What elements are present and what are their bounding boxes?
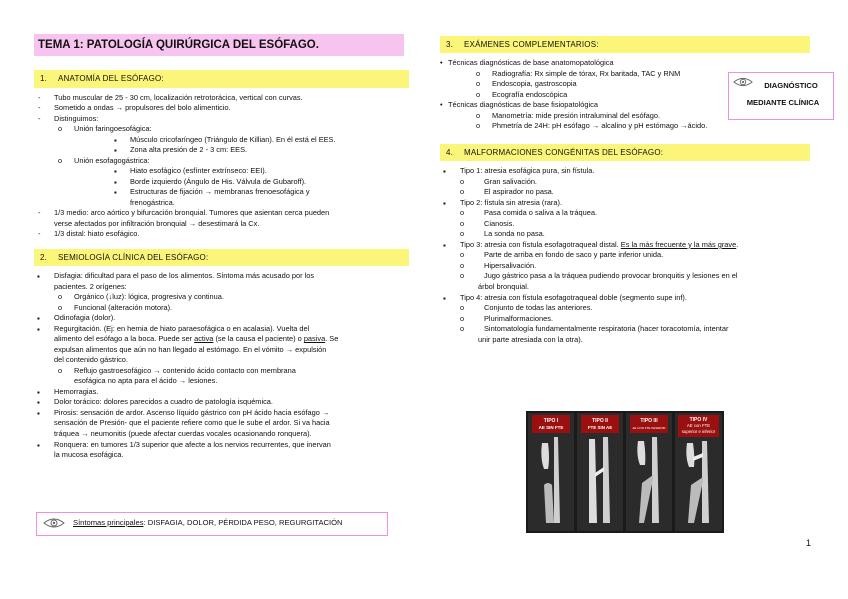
sintomas-label: Síntomas principales: [73, 518, 144, 527]
section-number: 1.: [40, 74, 48, 84]
list-item: - Sometido a ondas → propulsores del bolo alimenticio.: [34, 103, 409, 114]
figure-panel-1: [528, 413, 574, 531]
list-item: [440, 303, 810, 314]
section-examenes-heading: [440, 36, 810, 53]
list-item: [440, 271, 810, 282]
list-item: o Orgánico (↓luz): lógica, progresiva y continua.: [34, 292, 409, 303]
list-item: ▪ Borde izquierdo (Ángulo de His. Válvula de Gubaroff).: [34, 177, 409, 188]
figure-panel-3: [626, 413, 672, 531]
list-item: - 1/3 distal: hiato esofágico.: [34, 229, 409, 240]
text-run: Tipo 3: atresia con fístula esofagotraqueal distal.: [460, 239, 621, 249]
list-item-cont: del contenido gástrico.: [54, 355, 128, 365]
list-text: Hipersalivación.: [484, 260, 537, 270]
list-item: o Ecografía endoscópica: [440, 90, 810, 101]
list-item: o Unión esofagogástrica:: [34, 156, 409, 167]
list-item: ▪ Disfagia: dificultad para el paso de los alimentos. Síntoma más acusado por los: [34, 271, 409, 282]
list-item: • Técnicas diagnósticas de base fisiopatológica: [440, 100, 810, 111]
list-text: Sintomatología fundamentalmente respiratoria (hacer toracotomía, intentar: [484, 324, 729, 334]
list-text: La sonda no pasa.: [484, 229, 545, 239]
list-item: o Manometría: mide presión intraluminal del esófago.: [440, 111, 810, 122]
sintomas-principales-box: [36, 512, 388, 536]
eye-icon: [733, 76, 753, 88]
list-item-cont: expulsan alimentos que aún no han llegado al estómago. En el vómito → expulsión: [54, 344, 327, 354]
diagnostico-line1: DIAGNÓSTICO: [764, 81, 818, 90]
list-item: ▪ Hiato esofágico (esfínter extrínseco: EEI).: [34, 166, 409, 177]
list-item-cont: verse afectados por infiltración bronquial → desestimará la Cx.: [54, 218, 260, 228]
text-underlined: Es la más frecuente y la más grave: [620, 239, 737, 249]
list-text: Jugo gástrico pasa a la tráquea pudiendo provocar bronquitis y lesiones en el: [484, 271, 738, 281]
list-item: - Distinguimos:: [34, 114, 409, 125]
diagnostico-box: [728, 72, 834, 120]
list-item-cont: pacientes. 2 orígenes:: [54, 281, 127, 291]
list-item: [440, 187, 810, 198]
list-item: o Phmetría de 24H: pH esófago → alcalino y pH estómago →ácido.: [440, 121, 810, 132]
list-item: [440, 324, 810, 335]
list-item: ▪ Pirosis: sensación de ardor. Ascenso líquido gástrico con pH ácido hacia esófago →: [34, 408, 409, 419]
list-item-cont: tráquea → neumonitis (puede afectar cuerdas vocales ocasionando ronquera).: [54, 429, 312, 438]
list-item: ▪ Tipo 4: atresia con fístula esofagotraqueal doble (segmento supe inf).: [440, 293, 810, 304]
left-column: [34, 34, 409, 461]
list-item: • Técnicas diagnósticas de base anatomopatológica: [440, 58, 810, 69]
text-underlined: pasiva: [303, 334, 326, 344]
figure-label: AE SIN FTE: [538, 425, 564, 430]
text-run: (se la causa el paciente) o: [213, 334, 304, 344]
section-number: 4.: [446, 147, 454, 157]
malformation-types-figure: [526, 411, 724, 533]
figure-label: TIPO IV: [689, 417, 708, 423]
list-item: o Endoscopia, gastroscopia: [440, 79, 810, 90]
list-item: ▪ Estructuras de fijación → membranas frenoesofágica y: [34, 187, 409, 198]
list-text: Pasa comida o saliva a la tráquea.: [484, 208, 597, 218]
text-run: alimento del esófago a la boca. Puede ser: [54, 334, 195, 344]
figure-label: AE con FTE: [686, 423, 711, 428]
list-item-cont: la mucosa esofágica.: [54, 450, 124, 460]
list-item: ▪ Regurgitación. (Ej: en hernia de hiato paraesofágica o en acalasia). Vuelta del: [34, 324, 409, 335]
list-item: - 1/3 medio: arco aórtico y bifurcación bronquial. Tumores que asientan cerca pueden: [34, 208, 409, 219]
list-item: ▪ Tipo 2: fístula sin atresia (rara).: [440, 198, 810, 209]
eye-icon: [43, 517, 65, 529]
list-item-cont: frenogástrica.: [130, 197, 175, 207]
list-item: o Reflujo gastroesofágico → contenido ácido contacto con membrana: [34, 366, 409, 377]
figure-label: TIPO II: [592, 418, 608, 424]
list-item: ▪ Músculo cricofaríngeo (Triángulo de Killian). En él está el EES.: [34, 135, 409, 146]
figure-panel-2: [577, 413, 623, 531]
section-number: 2.: [40, 252, 48, 262]
list-item: [440, 229, 810, 240]
list-item: ▪ Zona alta presión de 2 - 3 cm: EES.: [34, 145, 409, 156]
list-item: - Tubo muscular de 25 - 30 cm, localización retrotorácica, vertical con curvas.: [34, 93, 409, 104]
figure-label: AE CON FTE INFERIOR: [632, 426, 666, 430]
section-title: ANATOMÍA DEL ESÓFAGO:: [58, 74, 164, 84]
list-item: [440, 208, 810, 219]
list-item: [440, 219, 810, 230]
list-item: o Unión faringoesofágica:: [34, 124, 409, 135]
list-item: ▪ Odinofagia (dolor).: [34, 313, 409, 324]
sintomas-value: : DISFAGIA, DOLOR, PÉRDIDA PESO, REGURGITACIÓN: [143, 518, 343, 527]
list-item: [440, 314, 810, 325]
section-title: EXÁMENES COMPLEMENTARIOS:: [464, 40, 599, 49]
list-text: Parte de arriba en fondo de saco y parte inferior unida.: [484, 250, 664, 260]
list-text: Cianosis.: [484, 218, 515, 228]
figure-label: TIPO III: [640, 418, 658, 424]
list-item: o Radiografía: Rx simple de tórax, Rx baritada, TAC y RNM: [440, 69, 810, 80]
sintomas-text: [73, 518, 343, 527]
text-run: .: [736, 239, 739, 249]
list-text: Plurimalformaciones.: [484, 313, 554, 323]
list-item-cont: unir parte atresiada con la otra).: [478, 334, 583, 344]
list-item: ▪ Hemorragias.: [34, 387, 409, 398]
list-item: [440, 240, 810, 251]
list-item: ▪ Ronquera: en tumores 1/3 superior que afecte a los nervios recurrentes, que inervan: [34, 440, 409, 451]
list-item: [440, 261, 810, 272]
list-item: ▪ Tipo 1: atresia esofágica pura, sin fístula.: [440, 166, 810, 177]
figure-label: TIPO I: [543, 418, 559, 424]
diagnostico-line2: MEDIANTE CLÍNICA: [746, 98, 820, 107]
list-item: [440, 177, 810, 188]
list-item: o Funcional (alteración motora).: [34, 303, 409, 314]
list-text: El aspirador no pasa.: [484, 187, 554, 197]
text-underlined: activa: [194, 334, 214, 344]
list-item: ▪ Dolor torácico: dolores parecidos a cuadro de patología isquémica.: [34, 397, 409, 408]
section-semiologia-heading: [34, 249, 409, 266]
list-item: [440, 250, 810, 261]
list-item-cont: árbol bronquial.: [478, 282, 529, 291]
list-text: Conjunto de todas las anteriores.: [484, 303, 593, 313]
figure-label: FTE SIN AE: [587, 425, 613, 430]
list-item-cont: [34, 334, 409, 345]
page-title: TEMA 1: PATOLOGÍA QUIRÚRGICA DEL ESÓFAGO.: [34, 34, 404, 56]
figure-label: superior e inferior: [681, 429, 716, 434]
list-text: Gran salivación.: [484, 176, 537, 186]
section-number: 3.: [446, 40, 454, 49]
list-item-cont: esofágica no apta para el ácido → lesiones.: [74, 376, 218, 386]
section-title: SEMIOLOGÍA CLÍNICA DEL ESÓFAGO:: [58, 252, 209, 262]
section-title: MALFORMACIONES CONGÉNITAS DEL ESÓFAGO:: [464, 147, 664, 157]
page-number: 1: [806, 538, 812, 548]
section-malformaciones-heading: [440, 144, 810, 161]
section-anatomia-heading: [34, 70, 409, 87]
figure-panel-4: [675, 413, 722, 531]
list-item-cont: sensación de Presión- que el paciente refiere como que le sube el ardor. Si va hacia: [54, 418, 330, 428]
text-run: . Se: [325, 334, 339, 344]
